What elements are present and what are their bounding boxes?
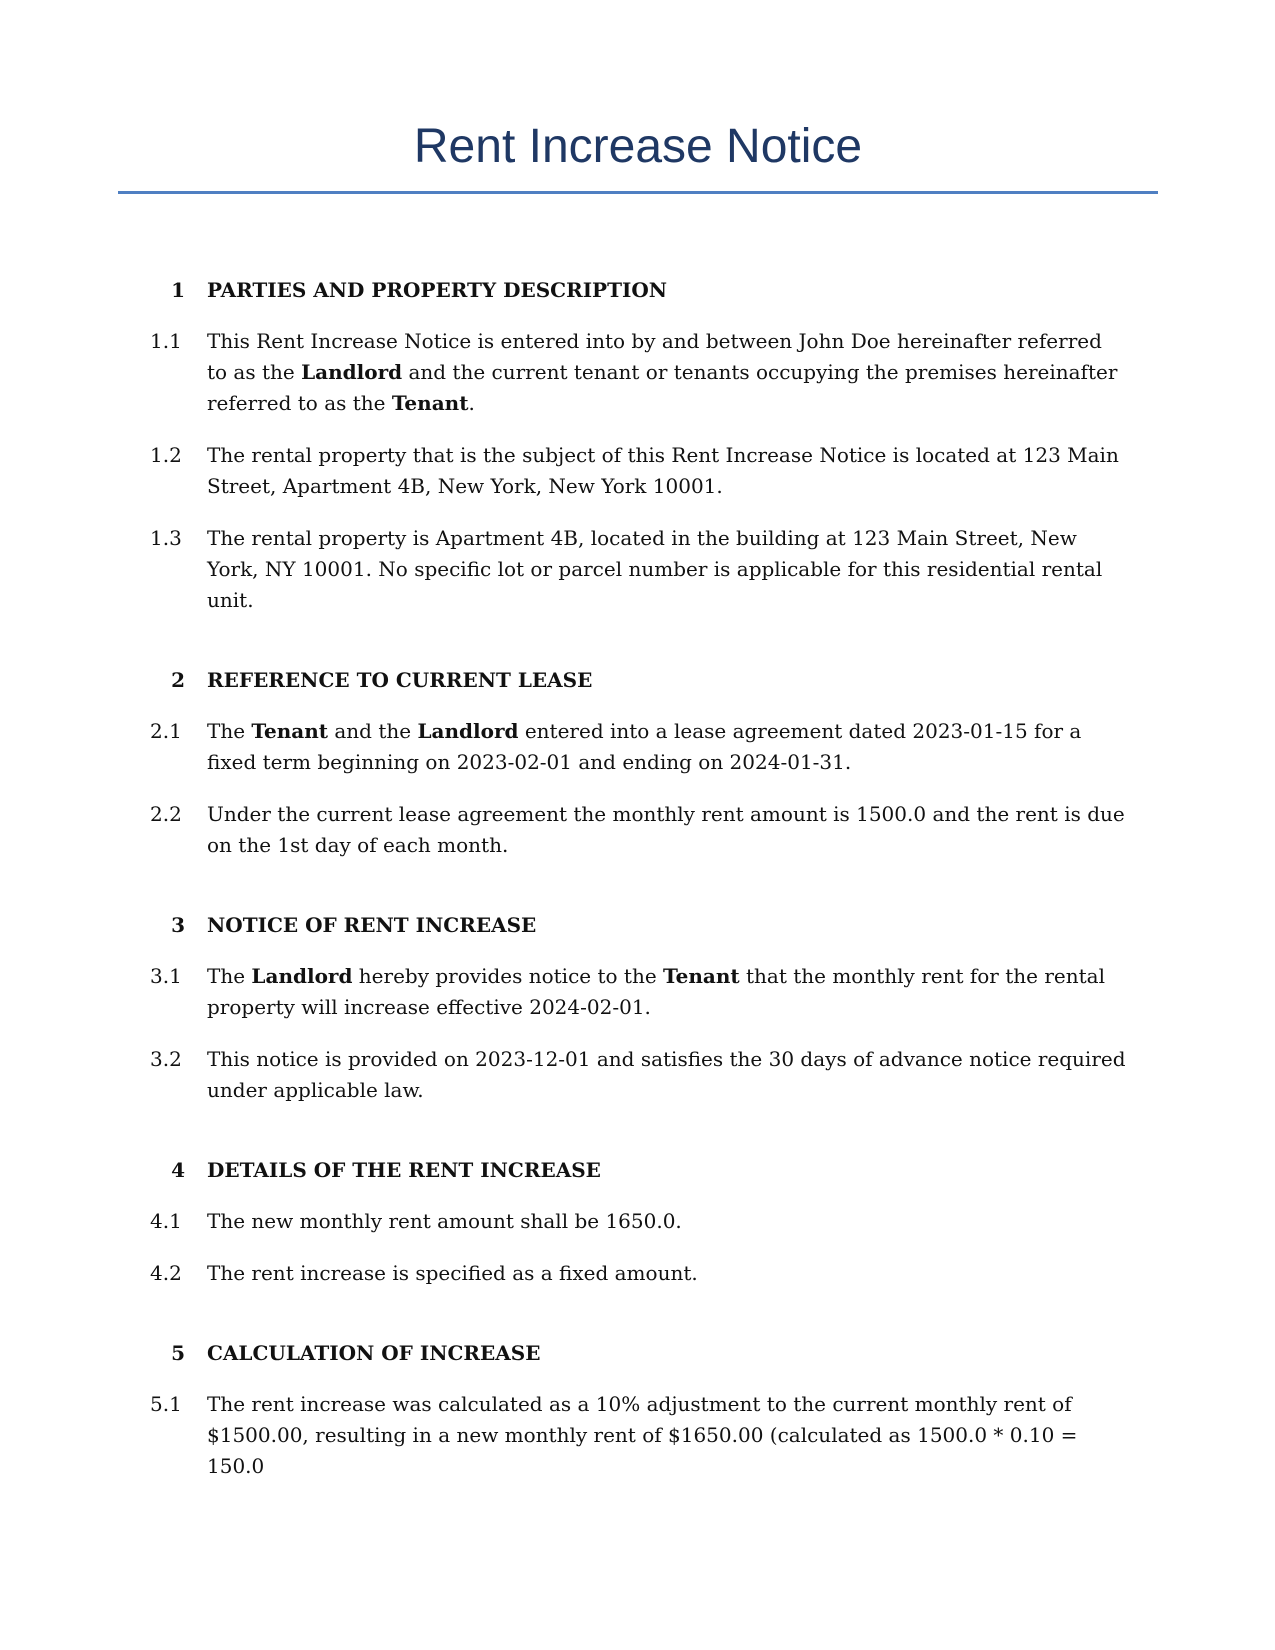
clause-text: [207, 961, 1127, 1023]
clause-text: [207, 326, 1127, 419]
clause-text-run: The rent increase was calculated as a 10% adjustment to the current monthly rent of $1500.00, resulting in a new monthly rent of $1650.00 (calculated as 1500.0 * 0.10 = 150.0: [207, 1392, 1078, 1478]
section-heading-text: DETAILS OF THE RENT INCREASE: [207, 1158, 601, 1182]
defined-term: Landlord: [417, 719, 519, 743]
clause-1.1: [0, 326, 1275, 419]
clause-text-run: entered into a lease agreement dated 2023-01-15 for a fixed term beginning on 2023-02-01 and ending on 2024-01-31.: [207, 719, 1082, 774]
clause-1.2: [0, 440, 1275, 502]
section-heading: [0, 276, 1275, 304]
clause-number: 3.2: [150, 1047, 182, 1071]
clause-text: [207, 440, 1127, 502]
clause-5.1: [0, 1389, 1275, 1482]
section-heading-text: PARTIES AND PROPERTY DESCRIPTION: [207, 278, 668, 302]
section-number: 3: [171, 913, 185, 937]
defined-term: Tenant: [663, 964, 740, 988]
clause-text-run: and the: [328, 719, 418, 743]
clause-2.1: [0, 716, 1275, 778]
defined-term: Tenant: [391, 391, 469, 415]
clause-text-run: .: [468, 391, 475, 415]
clause-text: [207, 716, 1127, 778]
title-underline-rule: [118, 191, 1158, 194]
clause-text-run: This notice is provided on 2023-12-01 and satisfies the 30 days of advance notice required under applicable law.: [207, 1047, 1126, 1102]
section-heading-text: REFERENCE TO CURRENT LEASE: [207, 668, 593, 692]
clause-number: 4.1: [150, 1209, 182, 1233]
clause-text: [207, 1206, 1127, 1237]
clause-text: [207, 1044, 1127, 1106]
section-heading: [0, 666, 1275, 694]
clause-number: 1.1: [150, 329, 182, 353]
defined-term: Tenant: [251, 719, 329, 743]
clause-text-run: The: [207, 719, 252, 743]
section-number: 4: [171, 1158, 185, 1182]
defined-term: Landlord: [251, 964, 353, 988]
clause-number: 1.3: [150, 526, 182, 550]
section-4: [0, 1156, 1275, 1289]
section-heading: [0, 1156, 1275, 1184]
section-5: [0, 1339, 1275, 1482]
section-number: 1: [171, 278, 185, 302]
document-title: Rent Increase Notice: [413, 120, 863, 173]
clause-4.2: [0, 1258, 1275, 1289]
clause-number: 2.1: [150, 719, 182, 743]
defined-term: Landlord: [301, 360, 403, 384]
clause-text-run: The rental property is Apartment 4B, located in the building at 123 Main Street, New York, NY 10001. No specific lot or parcel number is applicable for this residential rental unit.: [207, 526, 1103, 612]
section-heading-text: CALCULATION OF INCREASE: [207, 1341, 541, 1365]
clause-number: 4.2: [150, 1261, 182, 1285]
clause-4.1: [0, 1206, 1275, 1237]
clause-text: [207, 799, 1127, 861]
clause-1.3: [0, 523, 1275, 616]
section-heading: [0, 911, 1275, 939]
section-heading-text: NOTICE OF RENT INCREASE: [207, 913, 537, 937]
clause-text-run: The: [207, 964, 252, 988]
clause-2.2: [0, 799, 1275, 861]
clause-text-run: that the monthly rent for the rental property will increase effective 2024-02-01.: [207, 964, 1105, 1019]
clause-3.1: [0, 961, 1275, 1023]
clause-text-run: The rental property that is the subject of this Rent Increase Notice is located at 123 Main Street, Apartment 4B, New York, New York 10001.: [207, 443, 1119, 498]
clause-number: 2.2: [150, 802, 182, 826]
section-2: [0, 666, 1275, 861]
section-3: [0, 911, 1275, 1106]
section-number: 2: [171, 668, 185, 692]
clause-text: [207, 1258, 1127, 1289]
clause-number: 1.2: [150, 443, 182, 467]
section-heading: [0, 1339, 1275, 1367]
clause-text-run: Under the current lease agreement the monthly rent amount is 1500.0 and the rent is due on the 1st day of each month.: [207, 802, 1125, 857]
section-number: 5: [171, 1341, 185, 1365]
clause-text-run: This Rent Increase Notice is entered into by and between John Doe hereinafter referred to as the: [207, 329, 1102, 384]
clause-text-run: The rent increase is specified as a fixed amount.: [207, 1261, 698, 1285]
clause-text: [207, 523, 1127, 616]
clause-text: [207, 1389, 1127, 1482]
clause-text-run: The new monthly rent amount shall be 1650.0.: [207, 1209, 682, 1233]
section-1: [0, 276, 1275, 616]
clause-3.2: [0, 1044, 1275, 1106]
document-body: [0, 276, 1275, 1532]
clause-text-run: hereby provides notice to the: [352, 964, 664, 988]
clause-number: 3.1: [150, 964, 182, 988]
clause-number: 5.1: [150, 1392, 182, 1416]
clause-text-run: and the current tenant or tenants occupying the premises hereinafter referred to as the: [207, 360, 1118, 415]
